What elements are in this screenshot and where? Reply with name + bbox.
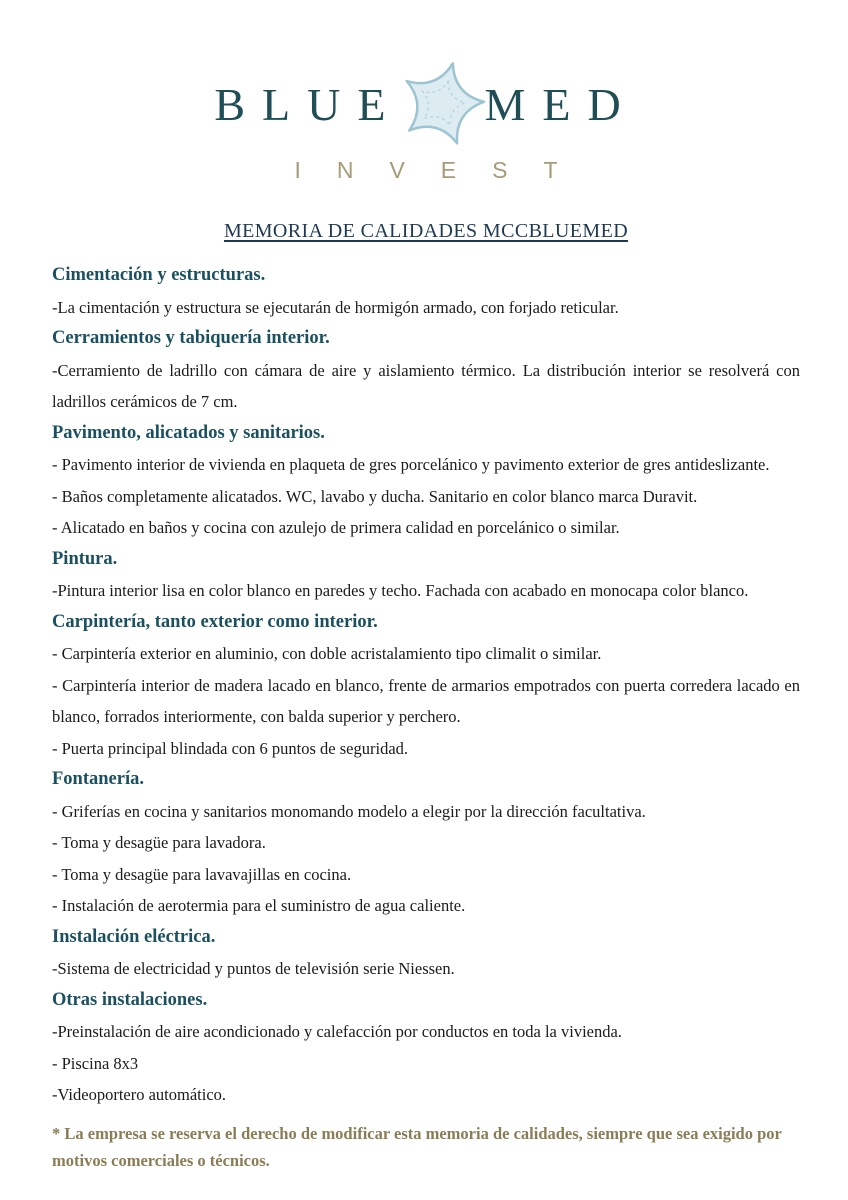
section-heading: Pavimento, alicatados y sanitarios. [52, 422, 325, 443]
section [52, 985, 800, 1111]
section-paragraph: - Carpintería interior de madera lacado en blanco, frente de armarios empotrados con puerta corredera lacado en blanco, forrados interiormente, con balda superior y perchero. [52, 675, 800, 726]
section-heading: Instalación eléctrica. [52, 926, 216, 947]
section-paragraph: -Videoportero automático. [52, 1085, 227, 1104]
logo-subtitle: INVEST [294, 157, 594, 183]
section-paragraph: - Piscina 8x3 [52, 1053, 139, 1073]
section-paragraph: -Sistema de electricidad y puntos de televisión serie Niessen. [52, 959, 455, 978]
section-paragraph: - Carpintería exterior en aluminio, con doble acristalamiento tipo climalit o similar. [52, 644, 602, 663]
logo [52, 50, 800, 184]
page-title: MEMORIA DE CALIDADES MCCBLUEMED [223, 220, 629, 242]
section-paragraph: -Cerramiento de ladrillo con cámara de aire y aislamiento térmico. La distribución interior se resolverá con ladrillos cerámicos de 7 cm. [52, 360, 800, 411]
section-heading: Fontanería. [52, 769, 144, 789]
section-paragraph: - Griferías en cocina y sanitarios monomando modelo a elegir por la dirección facultativa. [52, 801, 646, 821]
logo-word-blue: BLUE [214, 78, 403, 130]
section [52, 922, 800, 985]
section-paragraph: - Toma y desagüe para lavavajillas en cocina. [52, 864, 352, 884]
section-paragraph: - Puerta principal blindada con 6 puntos de seguridad. [52, 738, 409, 758]
section-paragraph: - Toma y desagüe para lavadora. [52, 833, 266, 852]
section [52, 260, 800, 323]
section-heading: Otras instalaciones. [52, 989, 208, 1010]
content [52, 260, 800, 1111]
section-paragraph: -La cimentación y estructura se ejecutarán de hormigón armado, con forjado reticular. [52, 297, 619, 317]
section-paragraph: - Alicatado en baños y cocina con azulejo de primera calidad en porcelánico o similar. [52, 518, 620, 537]
section [52, 418, 800, 544]
starfish-icon [396, 50, 488, 159]
section [52, 323, 800, 418]
section-paragraph: - Instalación de aerotermia para el suministro de agua caliente. [52, 896, 466, 915]
section [52, 764, 800, 922]
section-heading: Cerramientos y tabiquería interior. [52, 328, 330, 348]
section-heading: Cimentación y estructuras. [52, 265, 266, 285]
logo-word-med: MED [484, 78, 638, 130]
logo-row [214, 50, 637, 159]
footer-note: * La empresa se reserva el derecho de modificar esta memoria de calidades, siempre que sea exigido por motivos comerciales o técnicos. [52, 1123, 782, 1170]
section [52, 607, 800, 765]
section-heading: Pintura. [52, 548, 118, 569]
section-paragraph: - Pavimento interior de vivienda en plaqueta de gres porcelánico y pavimento exterior de gres antideslizante. [52, 455, 770, 474]
section-paragraph: - Baños completamente alicatados. WC, lavabo y ducha. Sanitario en color blanco marca Duravit. [52, 486, 698, 506]
section-paragraph: -Pintura interior lisa en color blanco en paredes y techo. Fachada con acabado en monocapa color blanco. [52, 581, 749, 600]
section [52, 544, 800, 607]
section-paragraph: -Preinstalación de aire acondicionado y calefacción por conductos en toda la vivienda. [52, 1022, 622, 1041]
section-heading: Carpintería, tanto exterior como interior. [52, 611, 378, 632]
